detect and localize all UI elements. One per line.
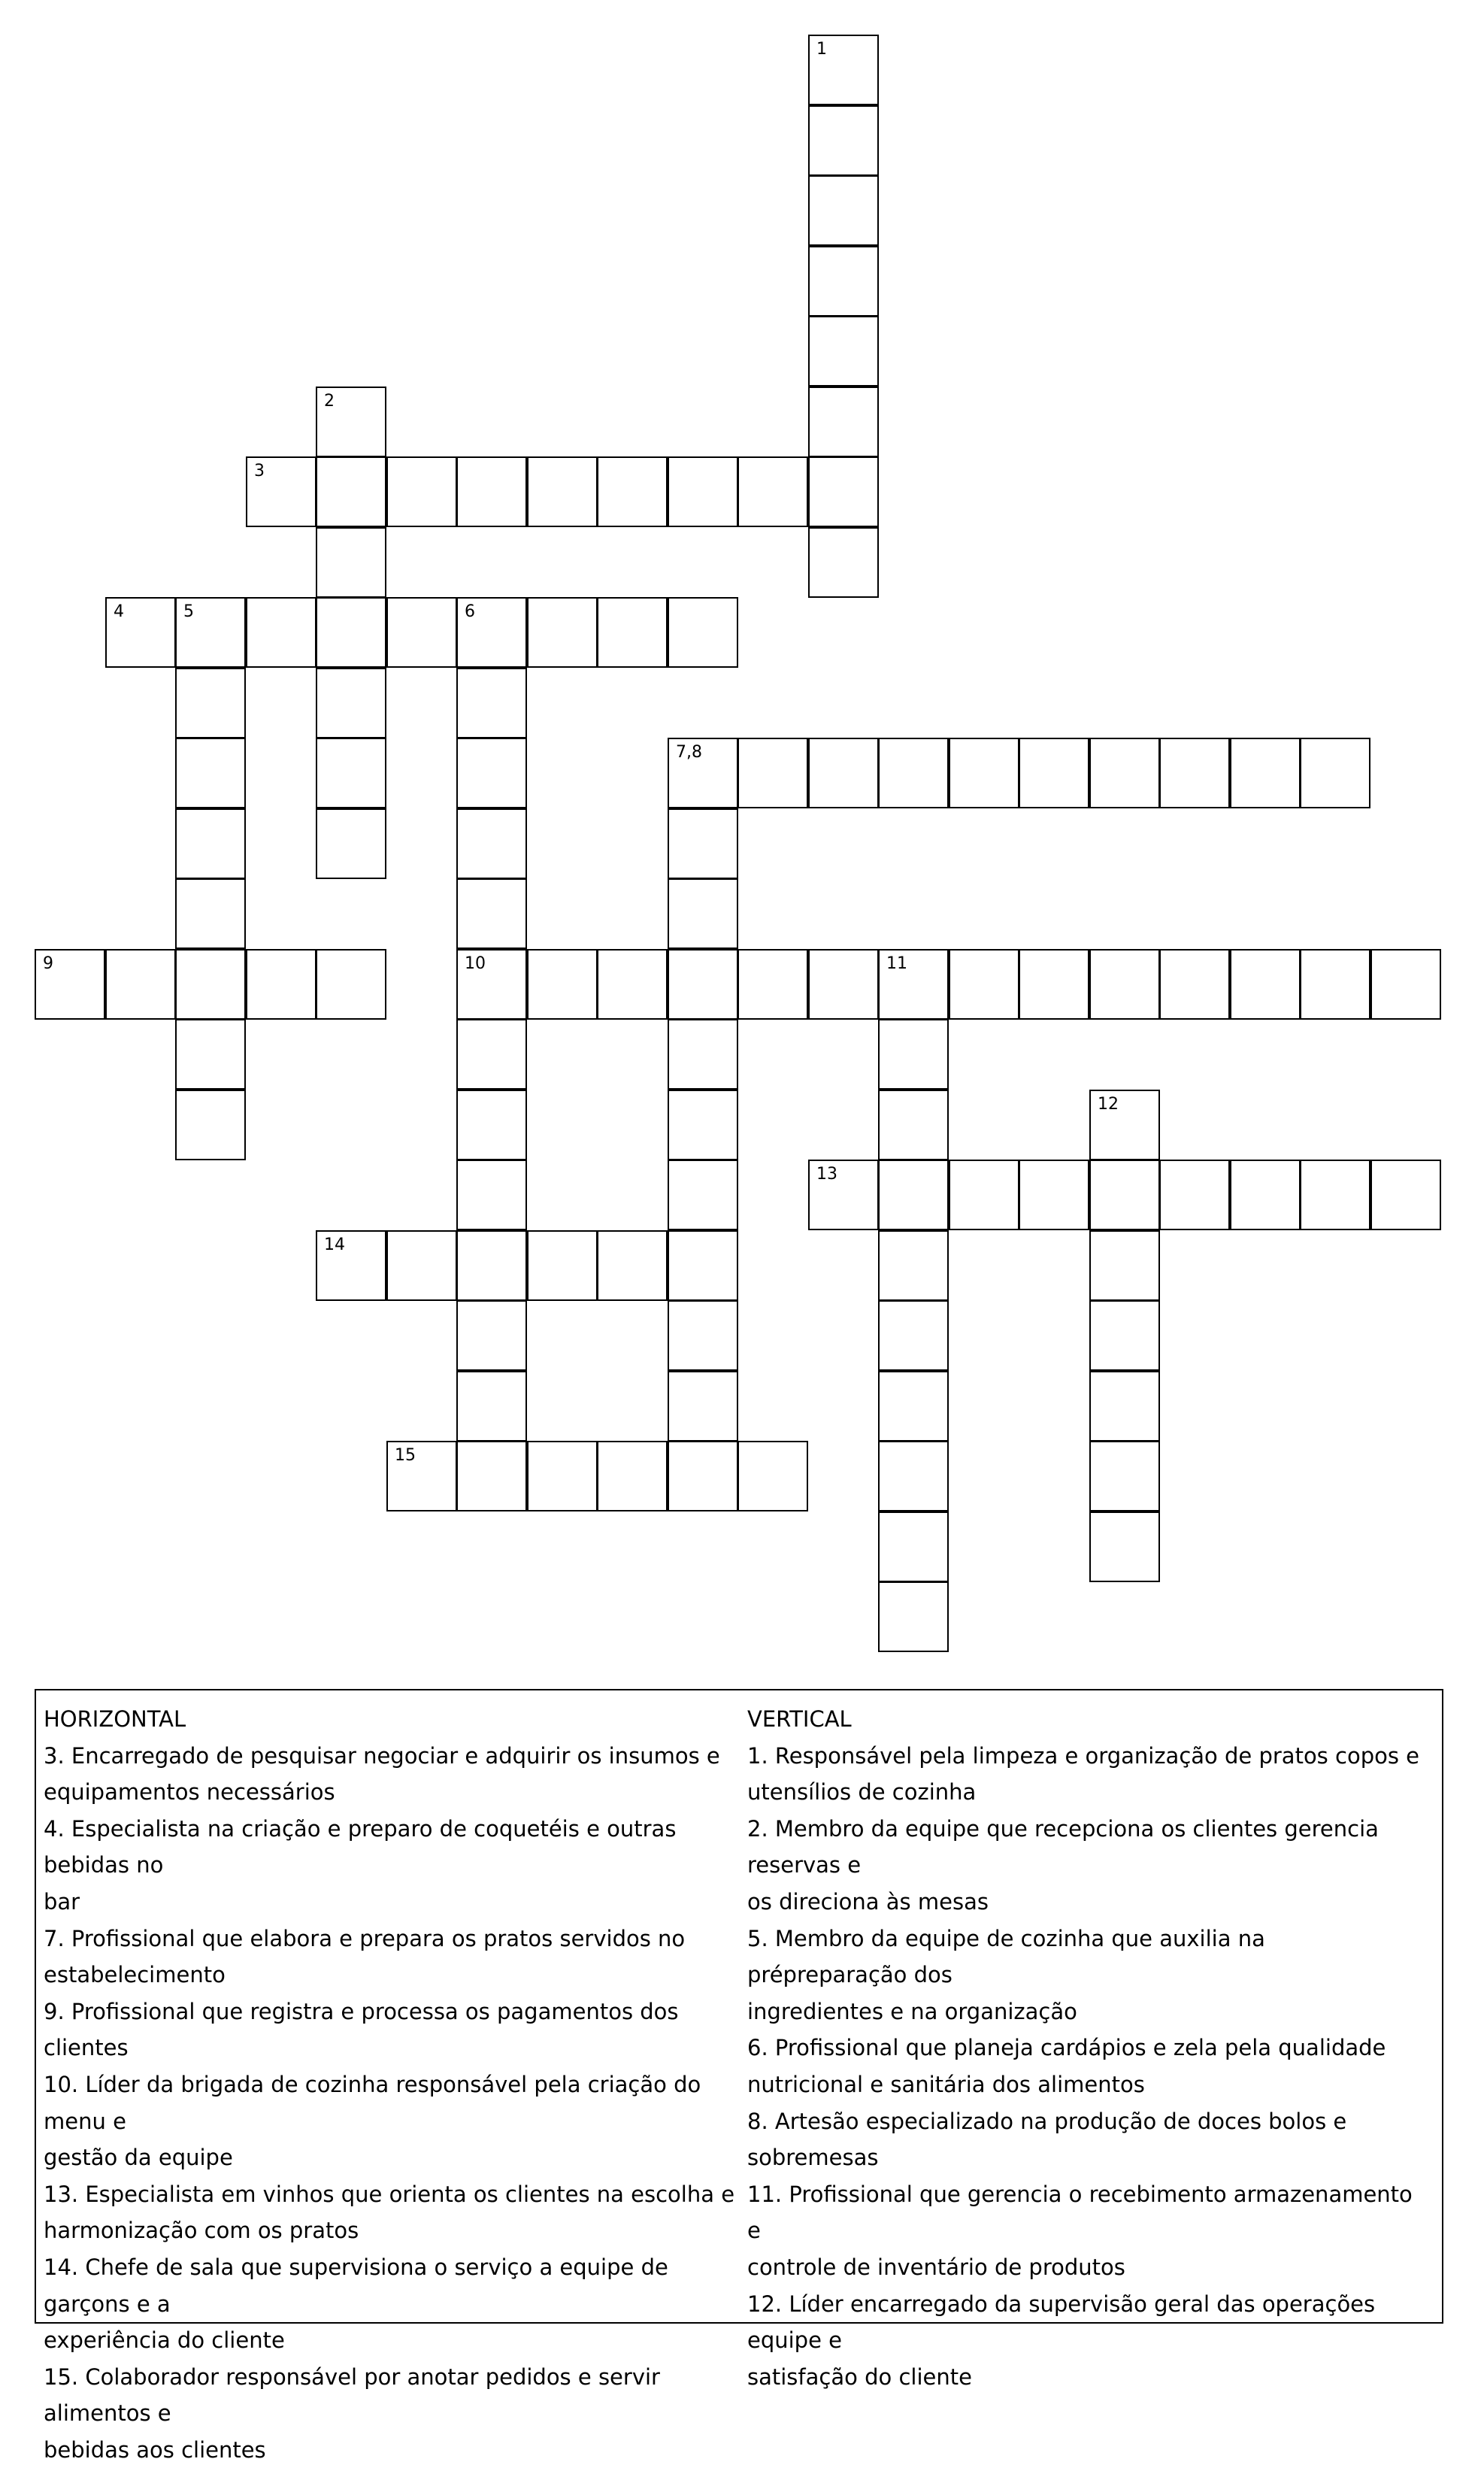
horizontal-title: HORIZONTAL [44,1706,186,1732]
grid-cell[interactable] [878,1441,949,1511]
clue-line: equipamentos necessários [44,1779,335,1806]
grid-cell[interactable] [878,1300,949,1371]
grid-cell[interactable] [456,1441,527,1511]
clue-number: 1 [816,40,827,59]
grid-cell[interactable] [878,1581,949,1652]
grid-cell[interactable] [597,456,668,527]
grid-cell[interactable] [456,456,527,527]
grid-cell[interactable] [597,1230,668,1301]
grid-cell[interactable] [808,738,879,808]
grid-cell[interactable] [175,668,246,738]
clue-number: 4 [114,602,124,621]
grid-cell[interactable] [246,597,316,668]
grid-cell[interactable] [878,1371,949,1442]
clue-line: nutricional e sanitária dos alimentos [747,2071,1145,2097]
grid-cell[interactable] [1089,1511,1160,1582]
grid-cell[interactable] [1370,1160,1441,1230]
grid-cell[interactable] [456,949,527,1020]
clue-line: 6. Profissional que planeja cardápios e zela pela qualidade [747,2035,1386,2061]
grid-cell[interactable] [1300,949,1370,1020]
clue-line: 14. Chefe de sala que supervisiona o serviço a equipe de garçons e a [44,2254,668,2317]
grid-cell[interactable] [949,738,1019,808]
clue-line: 13. Especialista em vinhos que orienta os clientes na escolha e [44,2181,735,2207]
grid-cell[interactable] [175,1019,246,1090]
grid-cell[interactable] [456,1300,527,1371]
grid-cell[interactable] [246,456,316,527]
clue-number: 13 [816,1165,837,1184]
grid-cell[interactable] [1089,949,1160,1020]
grid-cell[interactable] [105,597,176,668]
clue-number: 15 [395,1446,416,1465]
clue-number: 10 [465,954,486,973]
grid-cell[interactable] [949,949,1019,1020]
grid-cell[interactable] [1300,738,1370,808]
grid-cell[interactable] [668,808,738,879]
grid-cell[interactable] [808,1160,879,1230]
grid-cell[interactable] [456,1160,527,1230]
grid-cell[interactable] [1159,1160,1230,1230]
grid-cell[interactable] [949,1160,1019,1230]
grid-cell[interactable] [808,949,879,1020]
grid-cell[interactable] [737,949,808,1020]
clue-number: 9 [43,954,53,973]
grid-cell[interactable] [316,387,386,457]
grid-cell[interactable] [668,456,738,527]
grid-cell[interactable] [456,1230,527,1301]
grid-cell[interactable] [668,878,738,949]
clue-line: 15. Colaborador responsável por anotar pedidos e servir alimentos e [44,2363,660,2427]
grid-cell[interactable] [668,597,738,668]
grid-cell[interactable] [808,246,879,317]
grid-cell[interactable] [316,949,386,1020]
grid-cell[interactable] [1089,1230,1160,1301]
grid-cell[interactable] [175,738,246,808]
grid-cell[interactable] [808,35,879,105]
clue-line: 5. Membro da equipe de cozinha que auxilia na prépreparação dos [747,1925,1265,1988]
grid-cell[interactable] [527,456,598,527]
grid-cell[interactable] [878,1160,949,1230]
clue-line: controle de inventário de produtos [747,2254,1125,2280]
clue-line: os direciona às mesas [747,1888,989,1915]
clue-line: 4. Especialista na criação e preparo de coquetéis e outras bebidas no [44,1815,677,1878]
grid-cell[interactable] [1370,949,1441,1020]
grid-cell[interactable] [175,878,246,949]
clue-line: 12. Líder encarregado da supervisão geral das operações equipe e [747,2291,1376,2354]
clues-box [35,1689,1443,2463]
grid-cell[interactable] [1159,949,1230,1020]
clue-line: 2. Membro da equipe que recepciona os clientes gerencia reservas e [747,1815,1379,1878]
grid-cell[interactable] [668,1300,738,1371]
grid-cell[interactable] [878,738,949,808]
grid-cell[interactable] [316,738,386,808]
clue-line: 9. Profissional que registra e processa os pagamentos dos clientes [44,1998,679,2061]
grid-cell[interactable] [737,738,808,808]
clue-line: 7. Profissional que elabora e prepara os pratos servidos no [44,1925,686,1951]
grid-cell[interactable] [35,949,105,1020]
grid-cell[interactable] [1019,1160,1089,1230]
grid-cell[interactable] [456,808,527,879]
grid-cell[interactable] [1089,1090,1160,1160]
grid-cell[interactable] [1089,1160,1160,1230]
grid-cell[interactable] [456,738,527,808]
grid-cell[interactable] [316,808,386,879]
clue-line: utensílios de cozinha [747,1779,977,1806]
grid-cell[interactable] [808,527,879,598]
grid-cell[interactable] [1089,1300,1160,1371]
grid-cell[interactable] [668,1090,738,1160]
grid-cell[interactable] [316,597,386,668]
grid-cell[interactable] [597,597,668,668]
clue-line: bebidas aos clientes [44,2436,266,2463]
grid-cell[interactable] [668,1160,738,1230]
grid-cell[interactable] [878,1511,949,1582]
grid-cell[interactable] [808,387,879,457]
grid-cell[interactable] [456,1019,527,1090]
clue-number: 12 [1098,1095,1119,1114]
clue-line: 10. Líder da brigada de cozinha responsável pela criação do menu e [44,2071,701,2134]
grid-cell[interactable] [808,456,879,527]
grid-cell[interactable] [316,668,386,738]
grid-cell[interactable] [456,1371,527,1442]
grid-cell[interactable] [668,1371,738,1442]
grid-cell[interactable] [316,1230,386,1301]
grid-cell[interactable] [527,949,598,1020]
grid-cell[interactable] [808,105,879,176]
vertical-clues [747,1701,1431,2395]
clue-number: 11 [886,954,907,973]
grid-cell[interactable] [1089,1371,1160,1442]
clue-line: gestão da equipe [44,2145,233,2171]
grid-cell[interactable] [527,1230,598,1301]
clue-line: 8. Artesão especializado na produção de doces bolos e sobremesas [747,2108,1347,2171]
grid-cell[interactable] [878,1230,949,1301]
clue-line: satisfação do cliente [747,2363,972,2390]
grid-cell[interactable] [456,1090,527,1160]
horizontal-clues [44,1701,747,2468]
grid-cell[interactable] [1159,738,1230,808]
grid-cell[interactable] [175,597,246,668]
grid-cell[interactable] [668,738,738,808]
grid-cell[interactable] [737,1441,808,1511]
clue-number: 2 [324,392,335,411]
grid-cell[interactable] [1300,1160,1370,1230]
grid-cell[interactable] [456,597,527,668]
clue-line: 11. Profissional que gerencia o recebimento armazenamento e [747,2181,1413,2244]
grid-cell[interactable] [175,1090,246,1160]
clue-number: 14 [324,1236,345,1254]
clue-number: 6 [465,602,475,621]
grid-cell[interactable] [316,456,386,527]
grid-cell[interactable] [878,1090,949,1160]
grid-cell[interactable] [105,949,176,1020]
clue-line: experiência do cliente [44,2327,285,2354]
clue-number: 7,8 [676,743,702,762]
grid-cell[interactable] [316,527,386,598]
grid-cell[interactable] [668,1230,738,1301]
grid-cell[interactable] [175,808,246,879]
grid-cell[interactable] [668,1441,738,1511]
grid-cell[interactable] [878,1019,949,1090]
clue-line: estabelecimento [44,1962,226,1988]
grid-cell[interactable] [597,1441,668,1511]
grid-cell[interactable] [1089,738,1160,808]
grid-cell[interactable] [175,949,246,1020]
clue-number: 5 [183,602,194,621]
grid-cell[interactable] [808,175,879,246]
grid-cell[interactable] [878,949,949,1020]
vertical-title: VERTICAL [747,1706,852,1732]
grid-cell[interactable] [386,597,457,668]
grid-cell[interactable] [597,949,668,1020]
clue-number: 3 [254,462,265,481]
grid-cell[interactable] [246,949,316,1020]
grid-cell[interactable] [456,878,527,949]
grid-cell[interactable] [808,316,879,387]
grid-cell[interactable] [737,456,808,527]
grid-cell[interactable] [1230,1160,1301,1230]
grid-cell[interactable] [527,597,598,668]
clue-line: bar [44,1888,80,1915]
grid-cell[interactable] [1019,738,1089,808]
grid-cell[interactable] [1230,738,1301,808]
grid-cell[interactable] [386,456,457,527]
grid-cell[interactable] [668,949,738,1020]
grid-cell[interactable] [386,1441,457,1511]
grid-cell[interactable] [1019,949,1089,1020]
clue-line: harmonização com os pratos [44,2218,359,2244]
grid-cell[interactable] [527,1441,598,1511]
grid-cell[interactable] [668,1019,738,1090]
clue-line: ingredientes e na organização [747,1998,1077,2024]
clue-line: 1. Responsável pela limpeza e organização de pratos copos e [747,1742,1420,1769]
grid-cell[interactable] [456,668,527,738]
grid-cell[interactable] [1230,949,1301,1020]
grid-cell[interactable] [386,1230,457,1301]
grid-cell[interactable] [1089,1441,1160,1511]
clue-line: 3. Encarregado de pesquisar negociar e adquirir os insumos e [44,1742,720,1769]
